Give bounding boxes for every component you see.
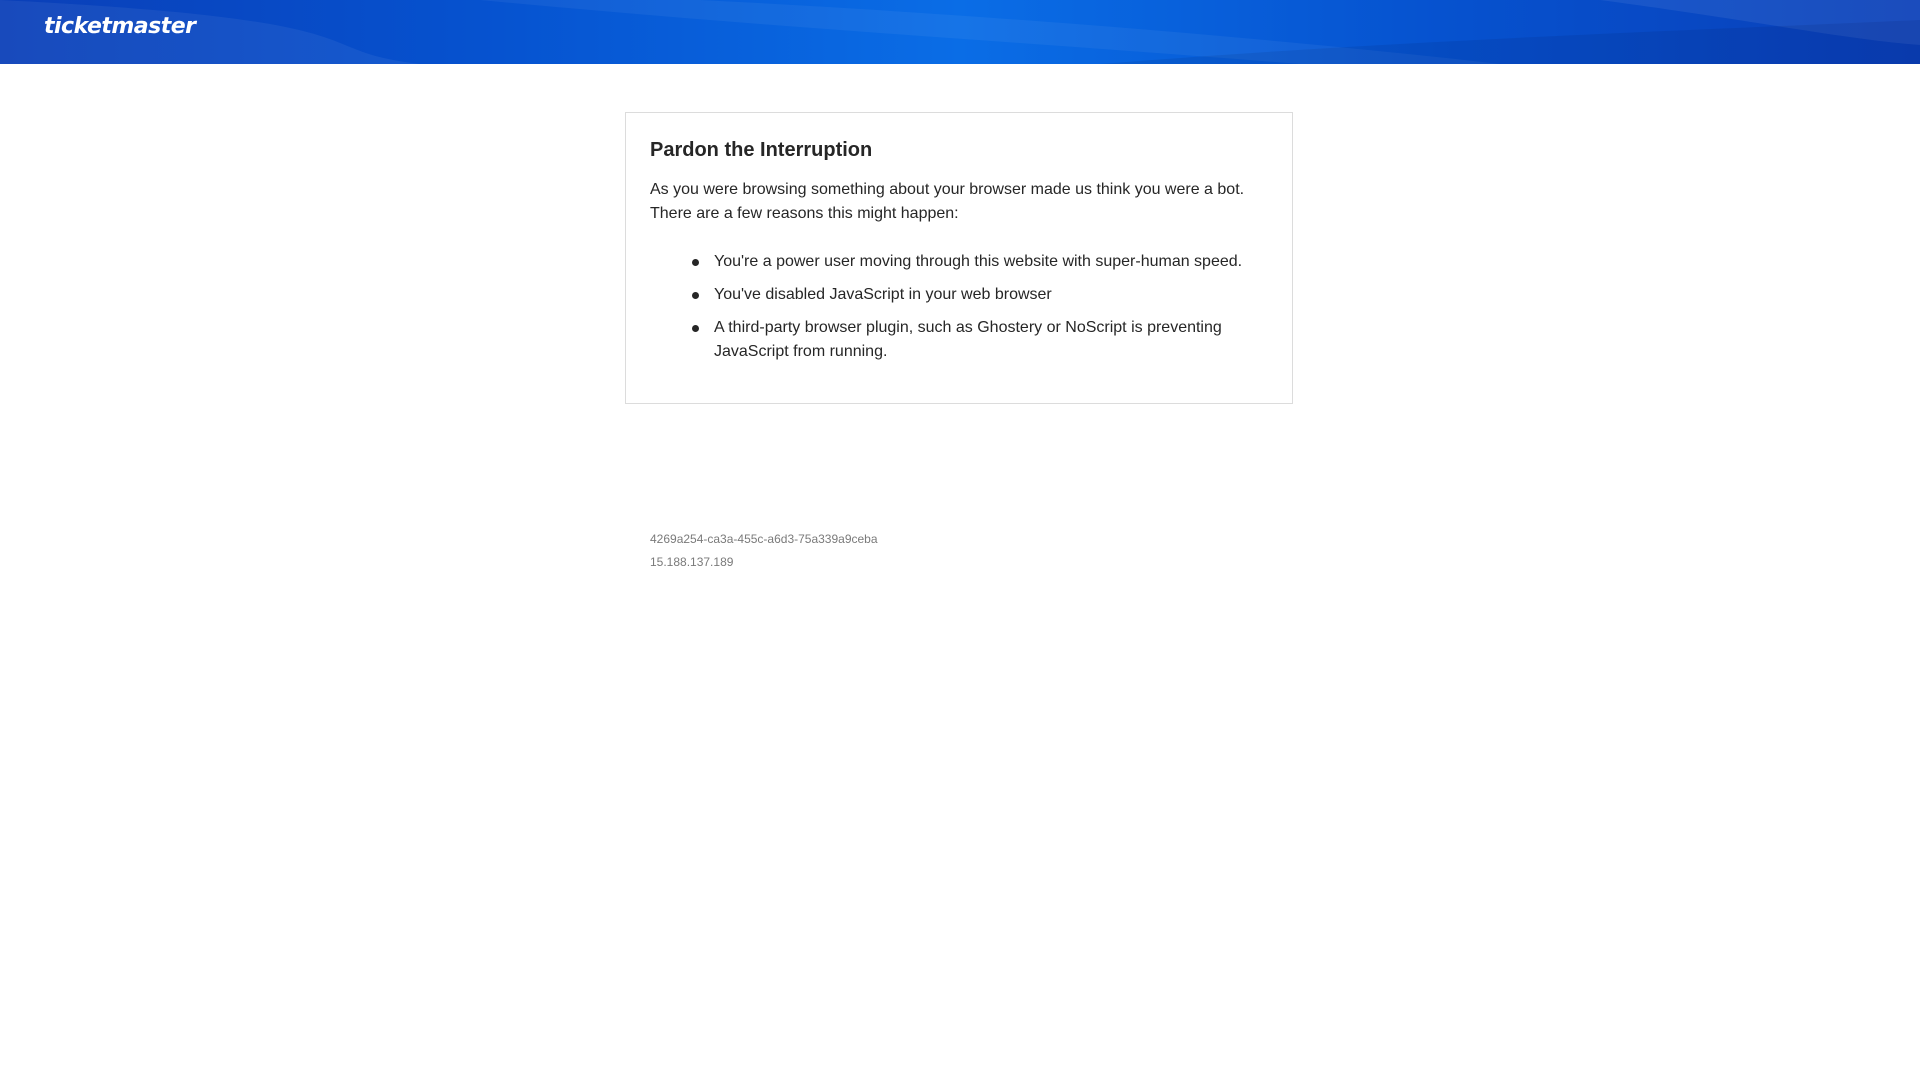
reason-text: A third-party browser plugin, such as Ghostery or NoScript is preventing JavaScript from running. [714, 319, 1222, 360]
ip-address: 15.188.137.189 [650, 555, 734, 569]
notice-title: Pardon the Interruption [650, 139, 873, 161]
notice-intro-line-2: There are a few reasons this might happen: [650, 205, 959, 222]
header-swoosh-decoration [0, 0, 1920, 64]
ticketmaster-logo[interactable]: ticketmaster [44, 14, 196, 39]
bullet-icon [692, 292, 699, 299]
reasons-list [650, 250, 1268, 364]
reason-text: You're a power user moving through this website with super-human speed. [714, 253, 1243, 270]
reason-item [714, 316, 1274, 364]
reason-item [714, 283, 1274, 307]
request-id: 4269a254-ca3a-455c-a6d3-75a339a9ceba [650, 532, 878, 546]
request-metadata [650, 528, 878, 574]
reason-item [714, 250, 1274, 274]
interruption-notice-card [625, 112, 1293, 404]
bullet-icon [692, 325, 699, 332]
notice-intro-line-1: As you were browsing something about your browser made us think you were a bot. [650, 181, 1245, 198]
site-header [0, 0, 1920, 64]
notice-intro [650, 178, 1260, 226]
reason-text: You've disabled JavaScript in your web browser [714, 286, 1052, 303]
bullet-icon [692, 259, 699, 266]
